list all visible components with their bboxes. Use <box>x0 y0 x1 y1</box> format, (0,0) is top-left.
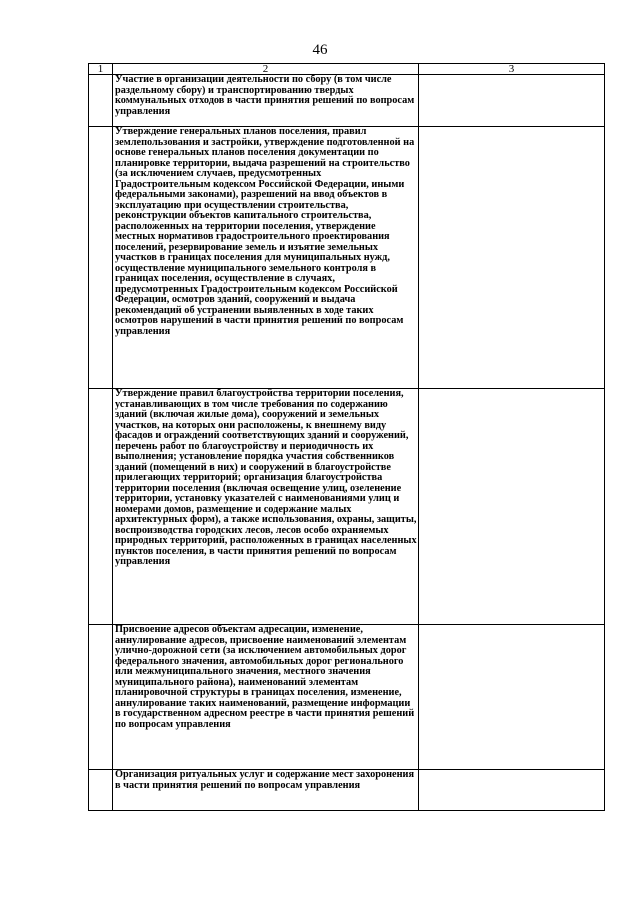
page-number: 46 <box>312 42 328 58</box>
row-4-col-3 <box>419 625 605 770</box>
table-row <box>89 625 605 770</box>
row-5-col-3 <box>419 770 605 811</box>
row-1-col-3 <box>419 75 605 127</box>
row-3-col-3 <box>419 389 605 625</box>
row-5-description: Организация ритуальных услуг и содержание мест захоронения в части принятия решений по вопросам управления <box>113 770 419 811</box>
row-1-description: Участие в организации деятельности по сбору (в том числе раздельному сбору) и транспортированию твердых коммунальных отходов в части принятия решений по вопросам управления <box>113 75 419 127</box>
table-row <box>89 75 605 127</box>
row-2-col-1 <box>89 127 113 389</box>
row-5-col-1 <box>89 770 113 811</box>
table-header-row <box>89 64 605 75</box>
header-col-2: 2 <box>113 64 419 75</box>
header-col-3: 3 <box>419 64 605 75</box>
row-2-description: Утверждение генеральных планов поселения, правил землепользования и застройки, утверждение подготовленной на основе генеральных планов поселения документации по планировке территории, выдача разрешений на строительство (за исключением случаев, предусмотренных Градостроительным кодексом Российской Федерации, иными федеральными законами), разрешений на ввод объектов в эксплуатацию при осуществлении строительства, реконструкции объектов капитального строительства, расположенных на территории поселения, утверждение местных нормативов градостроительного проектирования поселений, резервирование земель и изъятие земельных участков в границах поселения для муниципальных нужд, осуществление муниципального земельного контроля в границах поселения, осуществление в случаях, предусмотренных Градостроительным кодексом Российской Федерации, осмотров зданий, сооружений и выдача рекомендаций об устранении выявленных в ходе таких осмотров нарушений в части принятия решений по вопросам управления <box>113 127 419 389</box>
row-3-col-1 <box>89 389 113 625</box>
header-col-1: 1 <box>89 64 113 75</box>
row-2-col-3 <box>419 127 605 389</box>
table-row <box>89 389 605 625</box>
row-1-col-1 <box>89 75 113 127</box>
table-row <box>89 770 605 811</box>
row-4-col-1 <box>89 625 113 770</box>
row-3-description: Утверждение правил благоустройства территории поселения, устанавливающих в том числе требования по содержанию зданий (включая жилые дома), сооружений и земельных участков, на которых они расположены, к внешнему виду фасадов и ограждений соответствующих зданий и сооружений, перечень работ по благоустройству и периодичность их выполнения; установление порядка участия собственников зданий (помещений в них) и сооружений в благоустройстве прилегающих территорий; организация благоустройства территории поселения (включая освещение улиц, озеленение территории, установку указателей с наименованиями улиц и номерами домов, размещение и содержание малых архитектурных форм), а также использования, охраны, защиты, воспроизводства городских лесов, лесов особо охраняемых природных территорий, расположенных в границах населенных пунктов поселения, в части принятия решений по вопросам управления <box>113 389 419 625</box>
table-row <box>89 127 605 389</box>
powers-table <box>88 63 605 811</box>
row-4-description: Присвоение адресов объектам адресации, изменение, аннулирование адресов, присвоение наименований элементам улично-дорожной сети (за исключением автомобильных дорог федерального значения, автомобильных дорог регионального или межмуниципального значения, местного значения муниципального района), наименований элементам планировочной структуры в границах поселения, изменение, аннулирование таких наименований, размещение информации в государственном адресном реестре в части принятия решений по вопросам управления <box>113 625 419 770</box>
